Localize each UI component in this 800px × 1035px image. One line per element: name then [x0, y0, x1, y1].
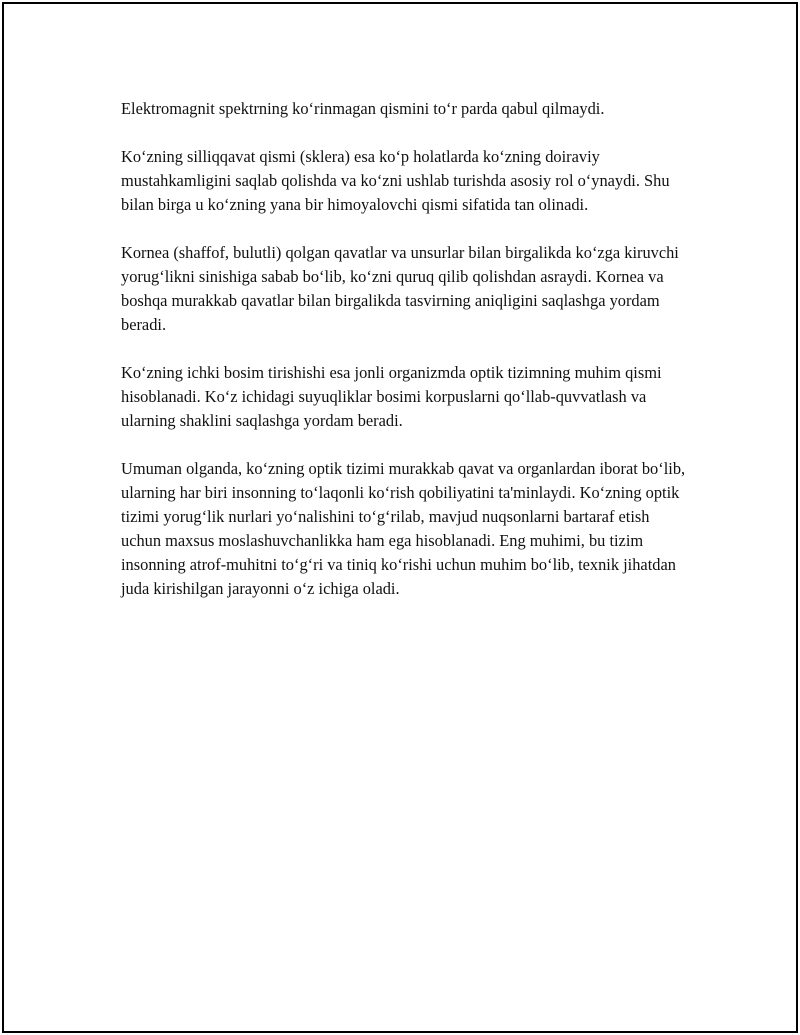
page-frame — [2, 2, 798, 1033]
paragraph-2: Ko‘zning silliqqavat qismi (sklera) esa ko‘p holatlarda ko‘zning doiraviy mustahkamligini saqlab qolishda va ko‘zni ushlab turishda asosiy rol o‘ynaydi. Shu bilan birga u ko‘zning yana bir himoyalovchi qismi sifatida tan olinadi. — [121, 147, 670, 214]
document-body — [121, 97, 687, 625]
paragraph-3: Kornea (shaffof, bulutli) qolgan qavatlar va unsurlar bilan birgalikda ko‘zga kiruvchi yorug‘likni sinishiga sabab bo‘lib, ko‘zni quruq qilib qolishdan asraydi. Kornea va boshqa murakkab qavatlar bilan birgalikda tasvirning aniqligini saqlashga yordam beradi. — [121, 243, 679, 334]
paragraph-1: Elektromagnit spektrning ko‘rinmagan qismini to‘r parda qabul qilmaydi. — [121, 99, 605, 118]
paragraph-5: Umuman olganda, ko‘zning optik tizimi murakkab qavat va organlardan iborat bo‘lib, ularning har biri insonning to‘laqonli ko‘rish qobiliyatini ta'minlaydi. Ko‘zning optik tizimi yorug‘lik nurlari yo‘nalishini to‘g‘rilab, mavjud nuqsonlarni bartaraf etish uchun maxsus moslashuvchanlikka ham ega hisoblanadi. Eng muhimi, bu tizim insonning atrof-muhitni to‘g‘ri va tiniq ko‘rishi uchun muhim bo‘lib, texnik jihatdan juda kirishilgan jarayonni o‘z ichiga oladi. — [121, 459, 686, 598]
paragraph-4: Ko‘zning ichki bosim tirishishi esa jonli organizmda optik tizimning muhim qismi hisoblanadi. Ko‘z ichidagi suyuqliklar bosimi korpuslarni qo‘llab-quvvatlash va ularning shaklini saqlashga yordam beradi. — [121, 363, 662, 430]
